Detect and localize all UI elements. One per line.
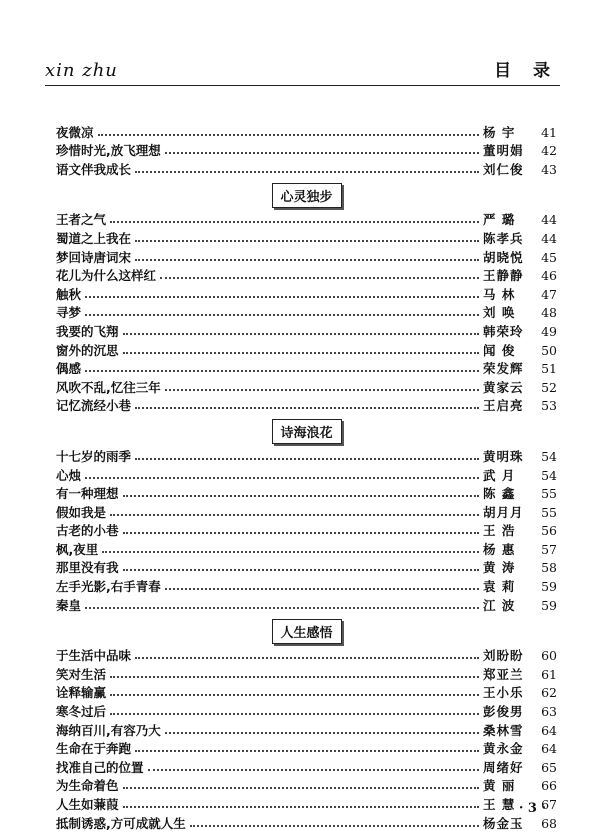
leader-dots	[165, 588, 479, 590]
entry-title: 记忆流经小巷	[56, 398, 132, 414]
toc-entry[interactable]	[56, 358, 557, 377]
toc-entry[interactable]	[56, 812, 557, 831]
toc-entry[interactable]	[56, 775, 557, 794]
leader-dots	[85, 370, 479, 372]
entry-title: 笑对生活	[56, 666, 107, 682]
header-title: xin zhu	[45, 60, 118, 81]
entry-author: 董明娟	[483, 143, 524, 159]
entry-author: 王 浩	[483, 523, 516, 539]
leader-dots	[123, 333, 479, 335]
entry-title: 触秋	[56, 286, 82, 302]
leader-dots	[123, 806, 479, 808]
leader-dots	[148, 769, 479, 771]
entry-title: 找准自己的位置	[56, 759, 144, 775]
entry-title: 诠释输赢	[56, 685, 107, 701]
entry-page: 50	[541, 342, 557, 358]
toc-entry[interactable]	[56, 645, 557, 664]
entry-title: 古老的小巷	[56, 523, 119, 539]
entry-page: 54	[541, 467, 557, 483]
toc-entry[interactable]	[56, 594, 557, 613]
leader-dots	[85, 607, 479, 609]
entry-page: 52	[541, 379, 557, 395]
entry-author: 荣发辉	[483, 361, 524, 377]
toc-entry[interactable]	[56, 121, 557, 140]
entry-author: 袁 莉	[483, 579, 516, 595]
entry-author: 黄 丽	[483, 778, 516, 794]
entry-author: 江 波	[483, 597, 516, 613]
toc-entry[interactable]	[56, 738, 557, 757]
leader-dots	[123, 495, 479, 497]
section-label: 心灵独步	[271, 183, 341, 208]
entry-title: 我要的飞翔	[56, 323, 119, 339]
entry-title: 枫,夜里	[56, 541, 99, 557]
entry-author: 桑林雪	[483, 722, 524, 738]
entry-author: 闻 俊	[483, 342, 516, 358]
header-section: 目 录	[494, 61, 558, 81]
leader-dots	[135, 171, 479, 173]
leader-dots	[123, 569, 479, 571]
entry-author: 陈孝兵	[483, 230, 524, 246]
entry-author: 马 林	[483, 286, 516, 302]
leader-dots	[110, 221, 479, 223]
entry-page: 66	[541, 778, 557, 794]
entry-page: 62	[541, 685, 557, 701]
entry-page: 59	[541, 597, 557, 613]
toc-entry[interactable]	[56, 700, 557, 719]
entry-author: 刘盼盼	[483, 648, 524, 664]
entry-page: 41	[541, 124, 557, 140]
entry-page: 53	[541, 398, 557, 414]
leader-dots	[102, 551, 479, 553]
entry-page: 64	[541, 722, 557, 738]
toc-entry[interactable]	[56, 682, 557, 701]
entry-author: 韩荣玲	[483, 323, 524, 339]
entry-title: 寒冬过后	[56, 704, 107, 720]
toc-entry[interactable]	[56, 501, 557, 520]
entry-author: 郑亚兰	[483, 666, 524, 682]
entry-page: 46	[541, 268, 557, 284]
leader-dots	[123, 352, 479, 354]
entry-page: 63	[541, 704, 557, 720]
entry-author: 王 慧	[483, 797, 516, 812]
entry-page: 55	[541, 486, 557, 502]
toc-entry[interactable]	[56, 464, 557, 483]
leader-dots	[85, 296, 479, 298]
toc-entry[interactable]	[56, 663, 557, 682]
entry-author: 王静静	[483, 268, 524, 284]
leader-dots	[98, 134, 479, 136]
entry-title: 抵制诱惑,方可成就人生	[56, 815, 186, 831]
entry-title: 假如我是	[56, 504, 107, 520]
leader-dots	[165, 152, 479, 154]
entry-author: 彭俊男	[483, 704, 524, 720]
leader-dots	[165, 389, 479, 391]
entry-title: 花儿为什么这样红	[56, 268, 157, 284]
entry-page: 47	[541, 286, 557, 302]
entry-title: 为生命着色	[56, 778, 119, 794]
entry-title: 生命在于奔跑	[56, 741, 132, 757]
entry-page: 45	[541, 249, 557, 265]
entry-page: 44	[541, 230, 557, 246]
entry-title: 风吹不乱,忆往三年	[56, 379, 161, 395]
entry-page: 68	[541, 815, 557, 831]
section-heading	[56, 413, 557, 445]
entry-author: 杨 宇	[483, 124, 516, 140]
entry-author: 武 月	[483, 467, 516, 483]
entry-title: 心烛	[56, 467, 82, 483]
entry-author: 杨 惠	[483, 541, 516, 557]
toc-entry[interactable]	[56, 538, 557, 557]
entry-title: 偶感	[56, 361, 82, 377]
section-label: 人生感悟	[271, 619, 341, 644]
entry-title: 十七岁的雨季	[56, 448, 132, 464]
entry-title: 夜微凉	[56, 124, 94, 140]
entry-page: 51	[541, 361, 557, 377]
toc-entry[interactable]	[56, 520, 557, 539]
leader-dots	[135, 407, 479, 409]
leader-dots	[123, 787, 479, 789]
entry-title: 寻梦	[56, 305, 82, 321]
entry-page: 56	[541, 523, 557, 539]
leader-dots	[135, 259, 479, 261]
toc-entry[interactable]	[56, 283, 557, 302]
running-header	[45, 55, 560, 86]
page-number: · 3 ·	[518, 801, 546, 816]
leader-dots	[85, 477, 479, 479]
entry-title: 海纳百川,有容乃大	[56, 722, 161, 738]
entry-page: 64	[541, 741, 557, 757]
leader-dots	[135, 458, 479, 460]
section-heading	[56, 613, 557, 645]
entry-title: 珍惜时光,放飞理想	[56, 143, 161, 159]
leader-dots	[123, 532, 479, 534]
leader-dots	[190, 825, 479, 827]
toc-entry[interactable]	[56, 246, 557, 265]
toc-entry[interactable]	[56, 339, 557, 358]
leader-dots	[160, 277, 479, 279]
entry-author: 黄家云	[483, 379, 524, 395]
leader-dots	[110, 514, 479, 516]
leader-dots	[85, 314, 479, 316]
entry-page: 55	[541, 504, 557, 520]
entry-page: 59	[541, 579, 557, 595]
toc-entry[interactable]	[56, 376, 557, 395]
leader-dots	[135, 657, 479, 659]
entry-author: 刘 唤	[483, 305, 516, 321]
entry-author: 王小乐	[483, 685, 524, 701]
entry-page: 54	[541, 448, 557, 464]
entry-page: 43	[541, 161, 557, 177]
entry-author: 陈 鑫	[483, 486, 516, 502]
entry-page: 49	[541, 323, 557, 339]
toc-entry[interactable]	[56, 227, 557, 246]
leader-dots	[110, 676, 479, 678]
entry-author: 胡晓悦	[483, 249, 524, 265]
toc-entry[interactable]	[56, 445, 557, 464]
entry-author: 刘仁俊	[483, 161, 524, 177]
entry-author: 王启亮	[483, 398, 524, 414]
toc-entry[interactable]	[56, 140, 557, 159]
leader-dots	[110, 694, 479, 696]
leader-dots	[135, 240, 479, 242]
entry-author: 黄明珠	[483, 448, 524, 464]
entry-page: 58	[541, 560, 557, 576]
toc-entry[interactable]	[56, 302, 557, 321]
entry-title: 王者之气	[56, 212, 107, 228]
entry-title: 秦皇	[56, 597, 82, 613]
entry-page: 42	[541, 143, 557, 159]
toc-entry[interactable]	[56, 483, 557, 502]
toc-entry[interactable]	[56, 320, 557, 339]
toc-entry[interactable]	[56, 395, 557, 414]
section-heading	[56, 177, 557, 209]
entry-author: 黄永金	[483, 741, 524, 757]
entry-title: 于生活中品味	[56, 648, 132, 664]
section-label: 诗海浪花	[271, 419, 341, 444]
toc-entry[interactable]	[56, 756, 557, 775]
table-of-contents	[56, 121, 557, 831]
leader-dots	[110, 713, 479, 715]
toc-entry[interactable]	[56, 719, 557, 738]
entry-title: 那里没有我	[56, 560, 119, 576]
entry-author: 周绪好	[483, 759, 524, 775]
entry-page: 65	[541, 759, 557, 775]
toc-entry[interactable]	[56, 158, 557, 177]
leader-dots	[165, 732, 479, 734]
entry-page: 61	[541, 666, 557, 682]
leader-dots	[135, 750, 479, 752]
entry-title: 人生如蒹葭	[56, 797, 119, 812]
entry-author: 严 璐	[483, 212, 516, 228]
toc-entry[interactable]	[56, 209, 557, 228]
entry-page: 48	[541, 305, 557, 321]
toc-entry[interactable]	[56, 793, 557, 812]
entry-page: 44	[541, 212, 557, 228]
entry-page: 60	[541, 648, 557, 664]
entry-author: 胡月月	[483, 504, 524, 520]
entry-title: 窗外的沉思	[56, 342, 119, 358]
entry-title: 蜀道之上我在	[56, 230, 132, 246]
entry-title: 有一种理想	[56, 486, 119, 502]
entry-author: 杨金玉	[483, 815, 524, 831]
entry-title: 梦回诗唐词宋	[56, 249, 132, 265]
entry-page: 57	[541, 541, 557, 557]
entry-title: 语文伴我成长	[56, 161, 132, 177]
entry-page: 67	[541, 797, 557, 812]
toc-entry[interactable]	[56, 557, 557, 576]
toc-entry[interactable]	[56, 575, 557, 594]
entry-title: 左手光影,右手青春	[56, 579, 161, 595]
toc-entry[interactable]	[56, 265, 557, 284]
entry-author: 黄 涛	[483, 560, 516, 576]
